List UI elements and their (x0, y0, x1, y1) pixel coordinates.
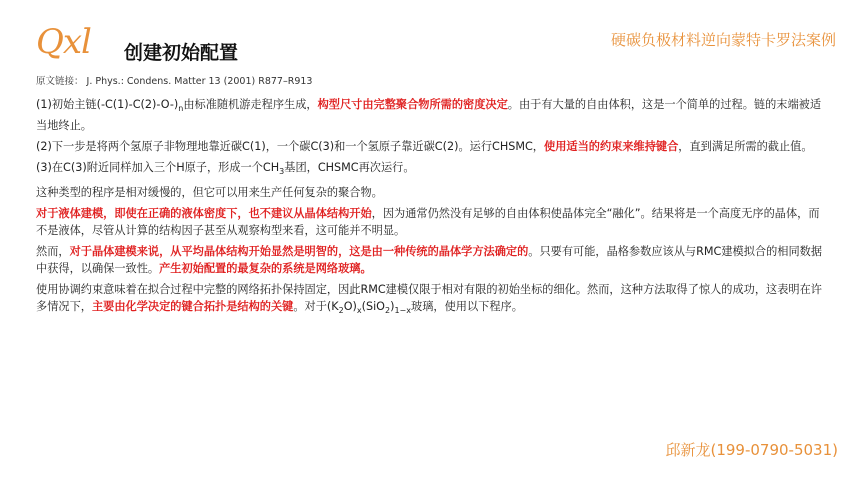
contact-footer: 邱新龙(199-0790-5031) (665, 441, 838, 459)
content-body (36, 96, 826, 324)
highlight-text: 对于液体建模，即使在正确的液体密度下，也不建议从晶体结构开始 (36, 207, 372, 221)
series-title: 硬碳负极材料逆向蒙特卡罗法案例 (610, 31, 836, 49)
paragraph-4: 这种类型的程序是相对缓慢的，但它可以用来生产任何复杂的聚合物。 (36, 186, 383, 200)
logo: Qxl (36, 22, 91, 62)
paragraph-6: 然而，对于晶体建模来说，从平均晶体结构开始显然是明智的，这是由一种传统的晶体学方法确定的。只要有可能，晶格参数应该从与RMC建模拟合的相同数据中获得，以确保一致性。产生初始配置的最复杂的系统是网络玻璃。 (36, 245, 823, 276)
highlight-text: 构型尺寸由完整聚合物所需的密度决定 (317, 98, 508, 111)
highlight-text: 对于晶体建模来说，从平均晶体结构开始显然是明智的，这是由一种传统的晶体学方法确定的 (69, 245, 529, 259)
paragraph-5: 对于液体建模，即使在正确的液体密度下，也不建议从晶体结构开始，因为通常仍然没有足够的自由体积使晶体完全“融化”。结果将是一个高度无序的晶体，而不是液体，尽管从计算的结构因子甚至从观察构型来看，这可能并不明显。 (36, 207, 820, 238)
paragraph-7: 使用协调约束意味着在拟合过程中完整的网络拓扑保持固定，因此RMC建模仅限于相对有限的初始坐标的细化。然而，这种方法取得了惊人的成功，这表明在许多情况下，主要由化学决定的键合拓扑是结构的关键。对于$(K_2O)_x(SiO_2)_{1-x}$玻璃，使用以下程序。 (36, 283, 822, 316)
paragraph-1: (1)初始主链$(-C(1)-C(2)-O-)_n$由标准随机游走程序生成，构型尺寸由完整聚合物所需的密度决定。由于有大量的自由体积，这是一个简单的过程。链的末端被适当地终止。 (36, 98, 822, 133)
paragraph-3: (3)在C(3)附近同样加入三个H原子，形成一个$CH_3$基团，CHSMC再次运行。 (36, 161, 415, 177)
page-title: 创建初始配置 (124, 42, 239, 64)
highlight-text: 主要由化学决定的键合拓扑是结构的关键 (91, 300, 294, 314)
highlight-text: 使用适当的约束来维持键合 (544, 140, 679, 154)
paragraph-2: (2)下一步是将两个氢原子非物理地靠近碳C(1)，一个碳C(3)和一个氢原子靠近碳C(2)。运行CHSMC，使用适当的约束来维持键合，直到满足所需的截止值。 (36, 140, 813, 154)
source-citation: 原文链接： J. Phys.: Condens. Matter 13 (2001) R877–R913 (36, 76, 313, 87)
highlight-text: 产生初始配置的最复杂的系统是网络玻璃。 (159, 262, 372, 276)
